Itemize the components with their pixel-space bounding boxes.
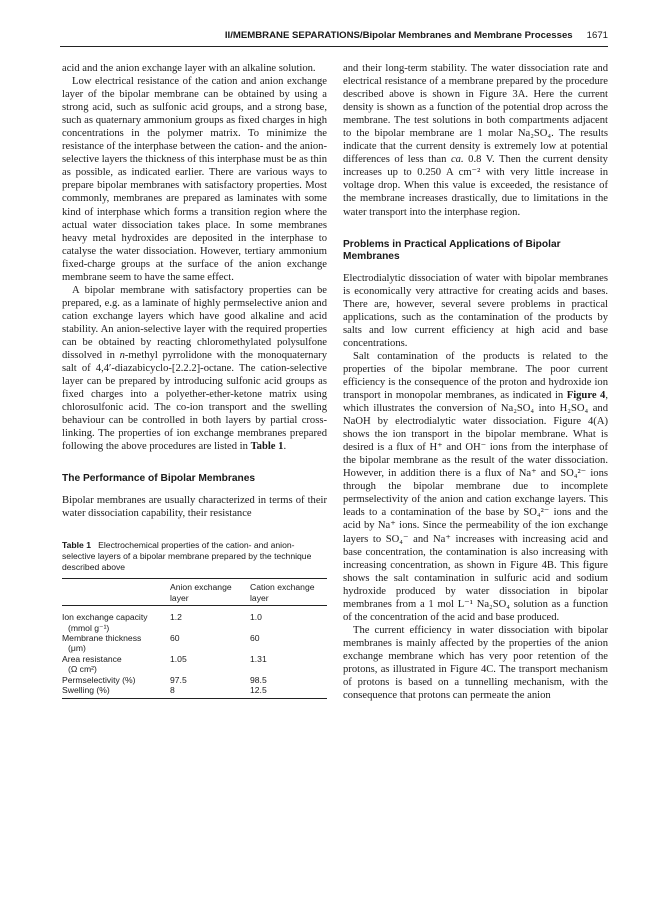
left-column xyxy=(62,62,327,699)
property-cell xyxy=(62,606,170,633)
text-run: ca. xyxy=(450,154,464,166)
paragraph xyxy=(62,284,327,454)
table-row xyxy=(62,675,327,685)
figure-reference: Figure 4 xyxy=(566,389,606,401)
text-run: 0.8 V. Then the current density increases up to 0.250 A cm⁻² with very little increase in voltage drop. When this value is exceeded, the resistance of the membrane increases drastically, due to limitations in the water transport into the interphase region. xyxy=(343,154,608,218)
paragraph xyxy=(343,350,608,624)
table-reference: Table 1 xyxy=(250,441,284,453)
paragraph: Bipolar membranes are usually characterized in terms of their water dissociation capability, their resistance xyxy=(62,494,327,519)
paragraph: Low electrical resistance of the cation and anion exchange layer of the bipolar membrane can be obtained by using a strong acid, such as sulfonic acid groups, and a strong base, such as quaternary ammonium groups as fixed charges in high concentrations in the polymer matrix. To minimize the resistance of the interphase between the cation- and the anion-selective layers the thickness of this interphase must be as thin as possible, as indicated earlier. There are various ways to prepare bipolar membranes with satisfactory properties. Most commonly, membranes are prepared as laminates with some kind of interphase which forms a transition region where the actual water dissociation takes place. In some membranes heavy metal hydroxides are deposited in the interphase to catalyse the water dissociation. However, tertiary ammonium fixed-charge groups at the surface of the anion exchange membrane seem to have the same effect. xyxy=(62,76,327,283)
property-cell xyxy=(62,633,170,654)
property-unit: (mmol g⁻¹) xyxy=(68,622,110,633)
property-name: Area resistance xyxy=(62,653,122,664)
paragraph: acid and the anion exchange layer with an alkaline solution. xyxy=(62,63,316,74)
table-label: Table 1 xyxy=(62,540,91,550)
running-title: II/MEMBRANE SEPARATIONS/Bipolar Membranes and Membrane Processes xyxy=(224,30,573,41)
section-heading: Problems in Practical Applications of Bipolar Membranes xyxy=(343,238,561,263)
anion-value: 1.05 xyxy=(170,653,187,664)
table-row xyxy=(62,685,327,699)
paragraph: The current efficiency in water dissociation with bipolar membranes is mainly affected by the properties of the anion exchange membrane which has very poor retention of the protons, as illustrated in Figure 4C. The transport mechanism of protons is based on a tunnelling mechanism, with the consequence that protons can permeate the anion xyxy=(343,624,608,702)
cation-value: 12.5 xyxy=(250,685,267,696)
cation-value: 60 xyxy=(250,633,260,644)
table-row xyxy=(62,606,327,633)
property-cell xyxy=(62,685,170,699)
property-cell xyxy=(62,654,170,675)
header-cell-cation: Cation exchange layer xyxy=(250,582,315,603)
paragraph xyxy=(343,62,608,219)
table-caption xyxy=(62,540,327,572)
table-header-row xyxy=(62,579,327,606)
text-run: n xyxy=(119,350,125,362)
header-rule xyxy=(60,46,608,47)
text-run: -methyl pyrrolidone with the monoquaternary salt of 4,4′-diazabicyclo-[2.2.2]-octane. The cation-selective layer can be prepared by introducing sulfonic acid groups as fixed charges into a polyether-ether-ketone matrix using chlorosulfonic acid. The co-ion transport and the swelling behaviour can be controlled in both layers by partial cross-linking. The properties of ion exchange membranes prepared following the above procedures are listed in xyxy=(62,350,328,453)
header-cell-property xyxy=(62,579,170,606)
anion-value: 60 xyxy=(170,633,180,644)
property-name: Swelling (%) xyxy=(62,685,110,696)
text-run: and their long-term stability. The water dissociation rate and electrical resistance of a membrane prepared by the procedure described above is shown in Figure 3A. Here the current density is shown as a function of the potential drop across the membrane. The test solutions in both compartments adjacent to the bipolar membrane are 1 molar Na₂SO₄. The results indicate that the current density is extremely low at potential differences of less than xyxy=(343,63,608,166)
running-header xyxy=(60,30,608,44)
cation-value: 98.5 xyxy=(250,674,267,685)
property-name: Permselectivity (%) xyxy=(62,674,136,685)
property-cell xyxy=(62,675,170,685)
anion-value: 8 xyxy=(170,685,175,696)
text-run: Salt contamination of the products is related to the properties of the bipolar membrane. The poor current efficiency is the consequence of the proton and hydroxide ion transport in monopolar membranes, as indicated in xyxy=(343,350,608,401)
table-1 xyxy=(62,540,327,699)
cation-value: 1.31 xyxy=(250,653,267,664)
right-column xyxy=(343,62,608,702)
property-name: Ion exchange capacity xyxy=(62,612,148,623)
table-row xyxy=(62,633,327,654)
properties-table xyxy=(62,578,327,699)
anion-value: 1.2 xyxy=(170,612,182,623)
paragraph: Electrodialytic dissociation of water with bipolar membranes is economically very attractive for creating acids and bases. There are, however, several severe problems in practical applications, such as the contamination of the products by salts and low current efficiency at high acid and base concentrations. xyxy=(343,272,608,349)
header-cell-anion: Anion exchange layer xyxy=(170,582,232,603)
page-number: 1671 xyxy=(586,30,608,41)
section-heading: The Performance of Bipolar Membranes xyxy=(62,473,256,485)
property-unit: (μm) xyxy=(68,643,86,654)
property-name: Membrane thickness xyxy=(62,633,142,644)
text-run: A bipolar membrane with satisfactory properties can be prepared, e.g. as a laminate of highly permselective anion and cation exchange layers which have good alkaline and acid stability. An anion-selective layer with the required properties can be obtained by reacting chloromethylated polysulfone dissolved in xyxy=(62,284,327,362)
anion-value: 97.5 xyxy=(170,674,187,685)
cation-value: 1.0 xyxy=(250,612,262,623)
property-unit: (Ω cm²) xyxy=(68,664,97,675)
text-run: , which illustrates the conversion of Na₂SO₄ into H₂SO₄ and NaOH by electrodialytic water dissociation. Figure 4(A) shows the ion transport in the bipolar membrane. What is desired is a flux of H⁺ and OH⁻ ions from the interphase of the bipolar membrane as the result of the water dissociation. However, in addition there is a flux of Na⁺ and SO₄²⁻ ions through the bipolar membrane due to incomplete permselectivity of the anion and cation exchange layers. This leads to a contamination of the base by SO₄²⁻ ions and the acid by Na⁺ ions. Since the permeability of the ion exchange layers to SO₄⁻ and Na⁺ increases with increasing acid and base concentration, the contamination is also increasing with increasing concentration, as shown in Figure 4B. This figure shows the salt contamination in sulfuric acid and sodium hydroxide produced by water dissociation in bipolar membranes from a 1 mol L⁻¹ Na₂SO₄ solution as a function of the concentration of the acid and base produced. xyxy=(343,389,608,623)
table-row xyxy=(62,654,327,675)
text-run: . xyxy=(283,441,287,453)
caption-text: Electrochemical properties of the cation- and anion-selective layers of a bipolar membrane prepared by the technique described above xyxy=(62,540,312,572)
